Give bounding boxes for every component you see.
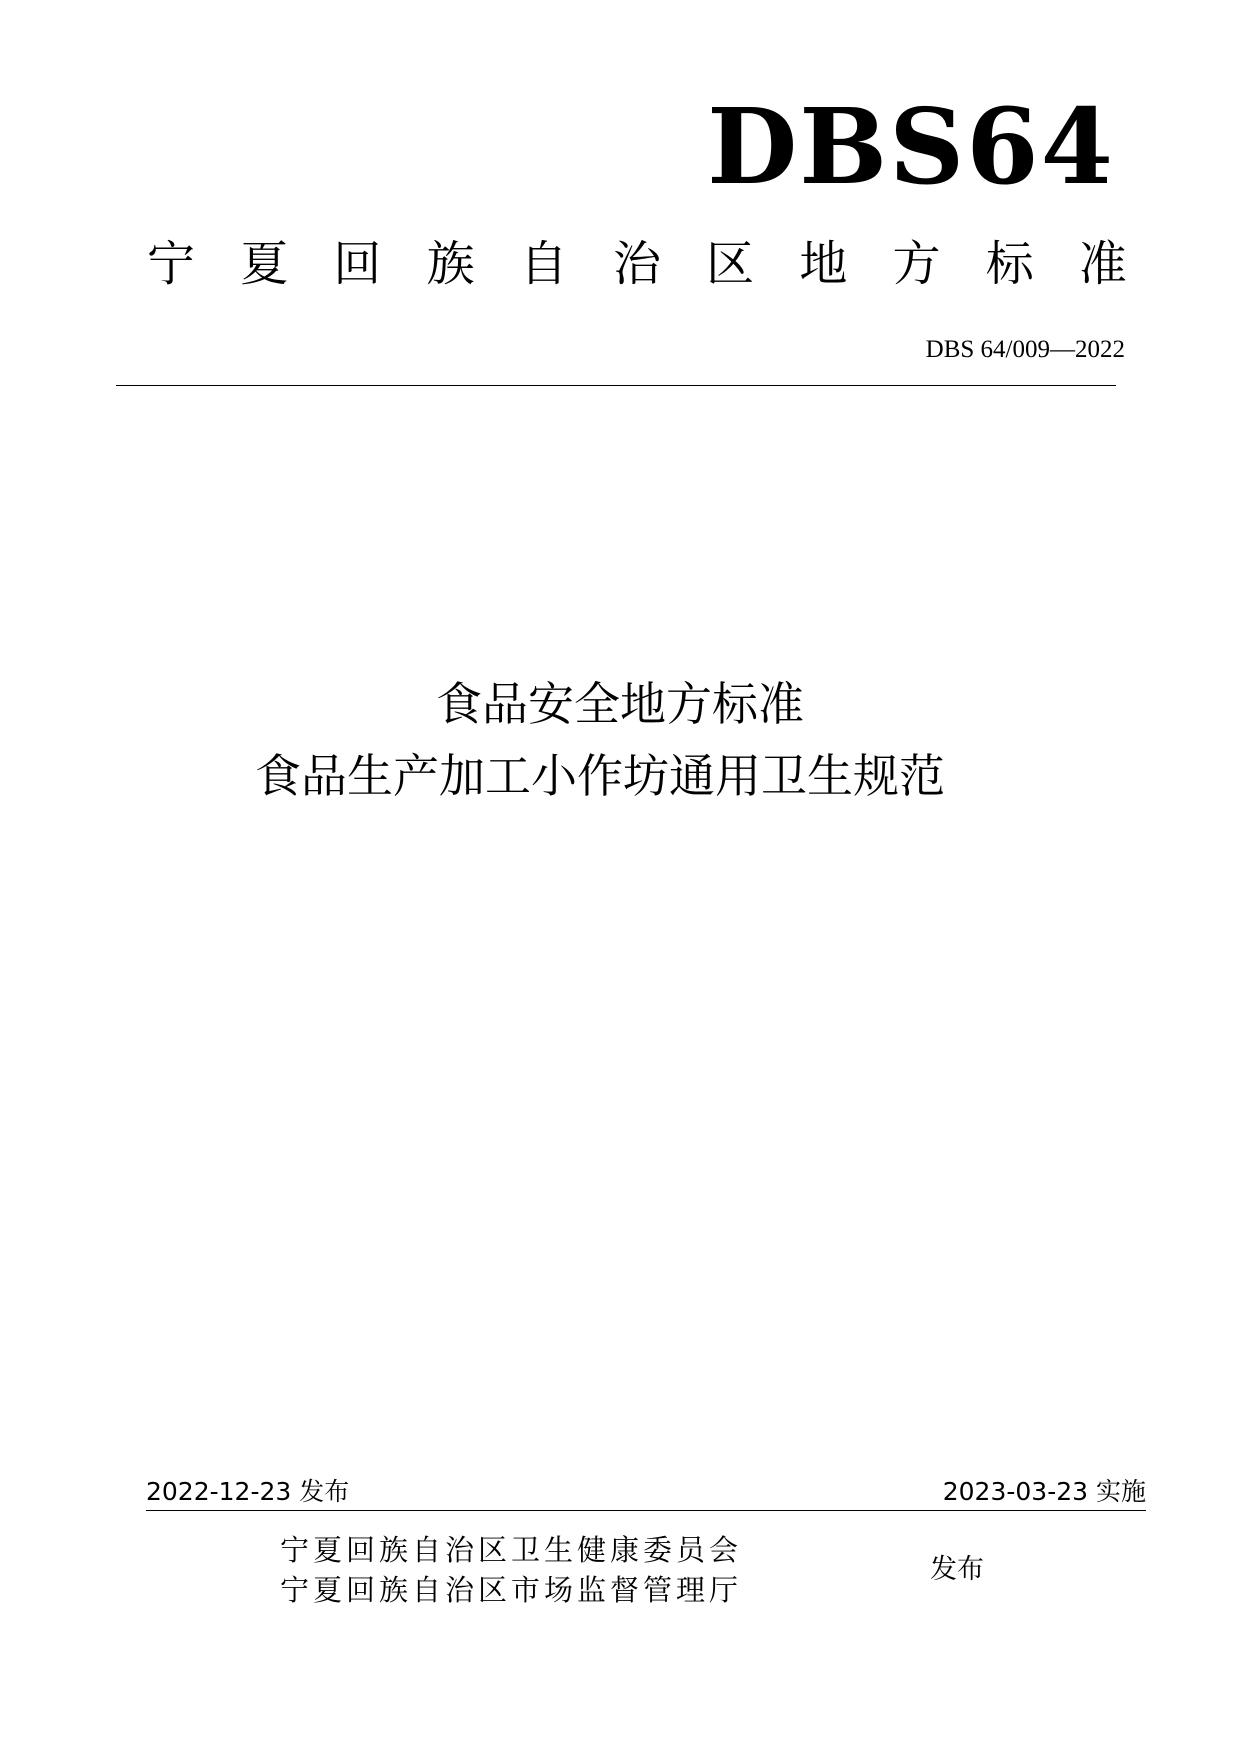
standard-type-char: 夏 (240, 236, 289, 292)
standard-number: DBS 64/009—2022 (925, 336, 1125, 363)
issue-date: 2022-12-23 发布 (146, 1477, 350, 1506)
date-row (146, 1476, 1146, 1508)
header-divider (116, 385, 1116, 386)
publish-label: 发布 (930, 1554, 984, 1585)
standard-type-char: 准 (1078, 236, 1127, 292)
standard-type-heading (147, 236, 1127, 292)
standard-type-char: 回 (333, 236, 382, 292)
title-block (0, 668, 1240, 812)
standard-type-char: 方 (892, 236, 941, 292)
issuing-organizations (280, 1530, 742, 1610)
standard-type-char: 自 (519, 236, 568, 292)
document-title-line-2: 食品生产加工小作坊通用卫生规范 (255, 749, 945, 803)
issuer-health-commission: 宁夏回族自治区卫生健康委员会 (280, 1533, 743, 1567)
standard-type-char: 标 (985, 236, 1034, 292)
standard-type-char: 区 (706, 236, 755, 292)
footer-divider (146, 1510, 1146, 1511)
standard-type-char: 族 (426, 236, 475, 292)
effective-date: 2023-03-23 实施 (942, 1477, 1146, 1506)
standard-type-char: 地 (799, 236, 848, 292)
document-title-line-1: 食品安全地方标准 (436, 677, 804, 731)
issuer-market-regulation: 宁夏回族自治区市场监督管理厅 (280, 1573, 743, 1607)
standard-type-char: 治 (612, 236, 661, 292)
standard-type-char: 宁 (147, 236, 196, 292)
standard-code-logo: DBS64 (707, 85, 1115, 208)
